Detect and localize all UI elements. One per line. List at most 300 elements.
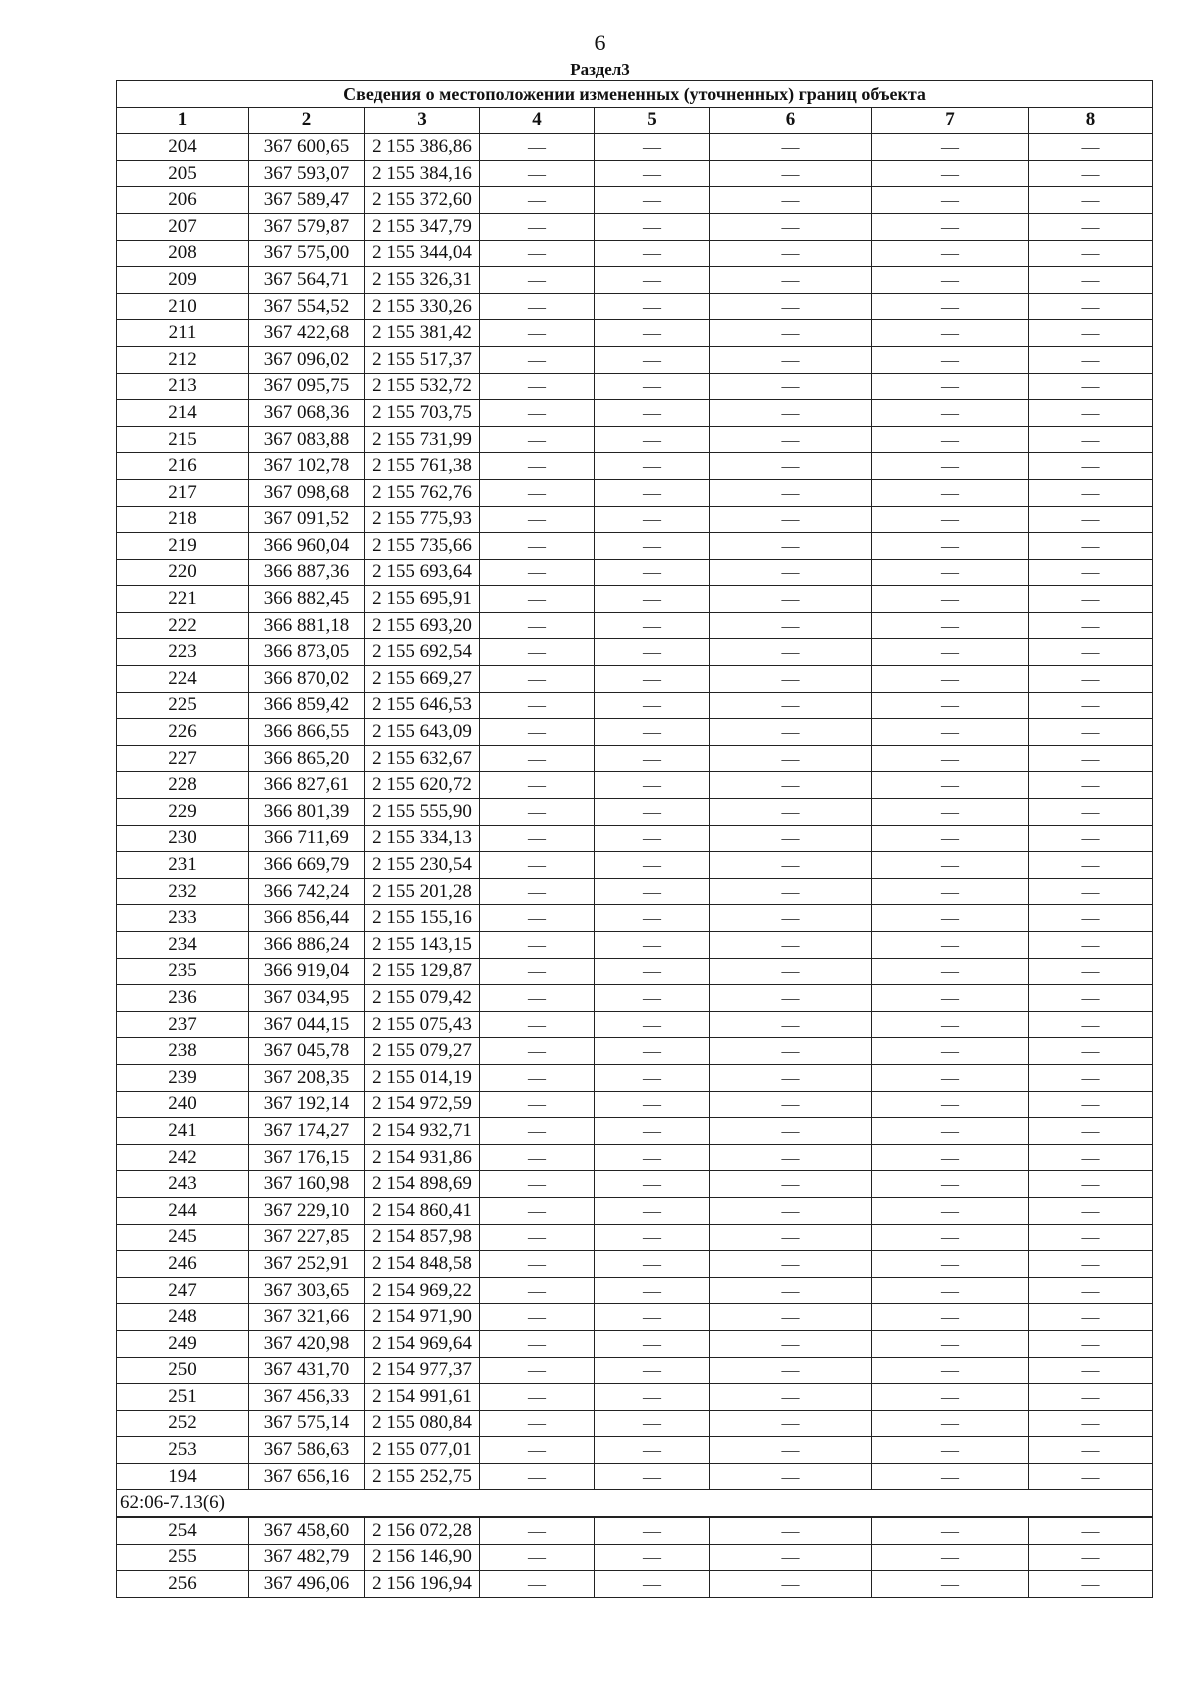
- y-coordinate-cell: 2 155 643,09: [365, 719, 480, 746]
- group-label: 62:06-7.13(6): [117, 1490, 1153, 1517]
- point-number-cell: 250: [117, 1357, 249, 1384]
- empty-cell: —: [1029, 586, 1153, 613]
- y-coordinate-cell: 2 155 080,84: [365, 1410, 480, 1437]
- y-coordinate-cell: 2 155 762,76: [365, 479, 480, 506]
- empty-cell: —: [872, 240, 1029, 267]
- empty-cell: —: [710, 1251, 872, 1278]
- empty-cell: —: [595, 240, 710, 267]
- empty-cell: —: [710, 1410, 872, 1437]
- empty-cell: —: [872, 852, 1029, 879]
- empty-cell: —: [595, 533, 710, 560]
- y-coordinate-cell: 2 155 761,38: [365, 453, 480, 480]
- y-coordinate-cell: 2 155 372,60: [365, 187, 480, 214]
- empty-cell: —: [595, 825, 710, 852]
- empty-cell: —: [872, 878, 1029, 905]
- empty-cell: —: [480, 267, 595, 294]
- table-row: [117, 479, 1153, 506]
- empty-cell: —: [1029, 1091, 1153, 1118]
- empty-cell: —: [872, 320, 1029, 347]
- point-number-cell: 234: [117, 932, 249, 959]
- empty-cell: —: [872, 745, 1029, 772]
- x-coordinate-cell: 367 496,06: [249, 1571, 365, 1598]
- y-coordinate-cell: 2 155 386,86: [365, 134, 480, 161]
- empty-cell: —: [480, 1224, 595, 1251]
- empty-cell: —: [480, 479, 595, 506]
- empty-cell: —: [1029, 639, 1153, 666]
- empty-cell: —: [1029, 1517, 1153, 1544]
- section-label: Раздел3: [570, 60, 630, 79]
- empty-cell: —: [710, 825, 872, 852]
- x-coordinate-cell: 366 801,39: [249, 799, 365, 826]
- empty-cell: —: [872, 426, 1029, 453]
- x-coordinate-cell: 366 919,04: [249, 958, 365, 985]
- empty-cell: —: [595, 320, 710, 347]
- empty-cell: —: [872, 506, 1029, 533]
- empty-cell: —: [710, 1571, 872, 1598]
- empty-cell: —: [480, 1437, 595, 1464]
- x-coordinate-cell: 367 083,88: [249, 426, 365, 453]
- column-header: 8: [1029, 107, 1153, 134]
- empty-cell: —: [1029, 426, 1153, 453]
- empty-cell: —: [480, 692, 595, 719]
- empty-cell: —: [595, 453, 710, 480]
- empty-cell: —: [710, 346, 872, 373]
- x-coordinate-cell: 367 068,36: [249, 400, 365, 427]
- table-row: [117, 985, 1153, 1012]
- y-coordinate-cell: 2 155 326,31: [365, 267, 480, 294]
- empty-cell: —: [480, 878, 595, 905]
- y-coordinate-cell: 2 155 075,43: [365, 1011, 480, 1038]
- empty-cell: —: [872, 692, 1029, 719]
- y-coordinate-cell: 2 155 077,01: [365, 1437, 480, 1464]
- point-number-cell: 252: [117, 1410, 249, 1437]
- column-header: 2: [249, 107, 365, 134]
- empty-cell: —: [1029, 559, 1153, 586]
- empty-cell: —: [480, 346, 595, 373]
- empty-cell: —: [1029, 1304, 1153, 1331]
- empty-cell: —: [710, 506, 872, 533]
- point-number-cell: 222: [117, 612, 249, 639]
- y-coordinate-cell: 2 155 381,42: [365, 320, 480, 347]
- empty-cell: —: [872, 666, 1029, 693]
- point-number-cell: 210: [117, 293, 249, 320]
- empty-cell: —: [872, 932, 1029, 959]
- table-row: [117, 1437, 1153, 1464]
- empty-cell: —: [595, 852, 710, 879]
- empty-cell: —: [595, 346, 710, 373]
- empty-cell: —: [1029, 932, 1153, 959]
- x-coordinate-cell: 366 865,20: [249, 745, 365, 772]
- empty-cell: —: [1029, 506, 1153, 533]
- point-number-cell: 213: [117, 373, 249, 400]
- empty-cell: —: [1029, 267, 1153, 294]
- empty-cell: —: [710, 905, 872, 932]
- page-number: 6: [594, 30, 606, 55]
- x-coordinate-cell: 367 095,75: [249, 373, 365, 400]
- y-coordinate-cell: 2 154 848,58: [365, 1251, 480, 1278]
- empty-cell: —: [1029, 1277, 1153, 1304]
- column-header-row: [117, 107, 1153, 134]
- y-coordinate-cell: 2 155 334,13: [365, 825, 480, 852]
- empty-cell: —: [480, 825, 595, 852]
- empty-cell: —: [1029, 825, 1153, 852]
- point-number-cell: 251: [117, 1384, 249, 1411]
- empty-cell: —: [1029, 1357, 1153, 1384]
- empty-cell: —: [595, 1118, 710, 1145]
- empty-cell: —: [872, 1357, 1029, 1384]
- empty-cell: —: [872, 1197, 1029, 1224]
- table-row: [117, 373, 1153, 400]
- empty-cell: —: [710, 1330, 872, 1357]
- empty-cell: —: [710, 1304, 872, 1331]
- table-row: [117, 692, 1153, 719]
- point-number-cell: 204: [117, 134, 249, 161]
- empty-cell: —: [1029, 400, 1153, 427]
- empty-cell: —: [480, 1011, 595, 1038]
- empty-cell: —: [872, 267, 1029, 294]
- x-coordinate-cell: 367 174,27: [249, 1118, 365, 1145]
- y-coordinate-cell: 2 156 072,28: [365, 1517, 480, 1544]
- empty-cell: —: [480, 1171, 595, 1198]
- empty-cell: —: [595, 1038, 710, 1065]
- table-row: [117, 1011, 1153, 1038]
- empty-cell: —: [595, 160, 710, 187]
- empty-cell: —: [710, 134, 872, 161]
- x-coordinate-cell: 367 034,95: [249, 985, 365, 1012]
- x-coordinate-cell: 367 600,65: [249, 134, 365, 161]
- point-number-cell: 249: [117, 1330, 249, 1357]
- table-row: [117, 1517, 1153, 1544]
- x-coordinate-cell: 367 098,68: [249, 479, 365, 506]
- empty-cell: —: [480, 719, 595, 746]
- empty-cell: —: [480, 932, 595, 959]
- table-row: [117, 134, 1153, 161]
- y-coordinate-cell: 2 154 857,98: [365, 1224, 480, 1251]
- y-coordinate-cell: 2 154 969,22: [365, 1277, 480, 1304]
- empty-cell: —: [480, 852, 595, 879]
- y-coordinate-cell: 2 155 555,90: [365, 799, 480, 826]
- empty-cell: —: [1029, 346, 1153, 373]
- y-coordinate-cell: 2 155 129,87: [365, 958, 480, 985]
- empty-cell: —: [1029, 187, 1153, 214]
- empty-cell: —: [1029, 293, 1153, 320]
- point-number-cell: 208: [117, 240, 249, 267]
- table-row: [117, 1410, 1153, 1437]
- empty-cell: —: [710, 426, 872, 453]
- table-row: [117, 1251, 1153, 1278]
- empty-cell: —: [480, 666, 595, 693]
- empty-cell: —: [480, 1517, 595, 1544]
- empty-cell: —: [595, 612, 710, 639]
- x-coordinate-cell: 367 045,78: [249, 1038, 365, 1065]
- empty-cell: —: [595, 666, 710, 693]
- point-number-cell: 236: [117, 985, 249, 1012]
- empty-cell: —: [1029, 1118, 1153, 1145]
- y-coordinate-cell: 2 155 330,26: [365, 293, 480, 320]
- empty-cell: —: [595, 373, 710, 400]
- y-coordinate-cell: 2 155 079,27: [365, 1038, 480, 1065]
- empty-cell: —: [872, 373, 1029, 400]
- empty-cell: —: [480, 373, 595, 400]
- x-coordinate-cell: 367 096,02: [249, 346, 365, 373]
- y-coordinate-cell: 2 155 646,53: [365, 692, 480, 719]
- point-number-cell: 227: [117, 745, 249, 772]
- empty-cell: —: [710, 958, 872, 985]
- empty-cell: —: [595, 293, 710, 320]
- y-coordinate-cell: 2 154 971,90: [365, 1304, 480, 1331]
- empty-cell: —: [1029, 453, 1153, 480]
- x-coordinate-cell: 367 575,14: [249, 1410, 365, 1437]
- empty-cell: —: [595, 1011, 710, 1038]
- point-number-cell: 209: [117, 267, 249, 294]
- empty-cell: —: [595, 878, 710, 905]
- empty-cell: —: [480, 1330, 595, 1357]
- table-row: [117, 533, 1153, 560]
- empty-cell: —: [480, 1064, 595, 1091]
- empty-cell: —: [710, 1463, 872, 1490]
- table-row: [117, 1571, 1153, 1598]
- x-coordinate-cell: 367 102,78: [249, 453, 365, 480]
- point-number-cell: 247: [117, 1277, 249, 1304]
- table-row: [117, 453, 1153, 480]
- empty-cell: —: [872, 612, 1029, 639]
- empty-cell: —: [710, 479, 872, 506]
- empty-cell: —: [480, 1410, 595, 1437]
- empty-cell: —: [480, 240, 595, 267]
- table-row: [117, 267, 1153, 294]
- empty-cell: —: [1029, 799, 1153, 826]
- empty-cell: —: [595, 1544, 710, 1571]
- x-coordinate-cell: 367 229,10: [249, 1197, 365, 1224]
- empty-cell: —: [595, 187, 710, 214]
- empty-cell: —: [1029, 160, 1153, 187]
- point-number-cell: 224: [117, 666, 249, 693]
- x-coordinate-cell: 366 866,55: [249, 719, 365, 746]
- y-coordinate-cell: 2 155 384,16: [365, 160, 480, 187]
- empty-cell: —: [710, 692, 872, 719]
- empty-cell: —: [480, 426, 595, 453]
- x-coordinate-cell: 367 227,85: [249, 1224, 365, 1251]
- empty-cell: —: [872, 533, 1029, 560]
- y-coordinate-cell: 2 155 669,27: [365, 666, 480, 693]
- empty-cell: —: [872, 1384, 1029, 1411]
- empty-cell: —: [710, 1011, 872, 1038]
- point-number-cell: 216: [117, 453, 249, 480]
- empty-cell: —: [872, 187, 1029, 214]
- empty-cell: —: [480, 320, 595, 347]
- table-row: [117, 852, 1153, 879]
- empty-cell: —: [710, 1091, 872, 1118]
- empty-cell: —: [1029, 1224, 1153, 1251]
- table-row: [117, 799, 1153, 826]
- empty-cell: —: [872, 772, 1029, 799]
- empty-cell: —: [710, 719, 872, 746]
- table-row: [117, 213, 1153, 240]
- column-header: 1: [117, 107, 249, 134]
- y-coordinate-cell: 2 155 620,72: [365, 772, 480, 799]
- x-coordinate-cell: 367 422,68: [249, 320, 365, 347]
- point-number-cell: 243: [117, 1171, 249, 1198]
- empty-cell: —: [480, 985, 595, 1012]
- y-coordinate-cell: 2 155 775,93: [365, 506, 480, 533]
- y-coordinate-cell: 2 155 143,15: [365, 932, 480, 959]
- empty-cell: —: [1029, 1171, 1153, 1198]
- empty-cell: —: [710, 213, 872, 240]
- empty-cell: —: [710, 533, 872, 560]
- empty-cell: —: [1029, 373, 1153, 400]
- y-coordinate-cell: 2 155 344,04: [365, 240, 480, 267]
- empty-cell: —: [480, 639, 595, 666]
- table-row: [117, 400, 1153, 427]
- empty-cell: —: [1029, 852, 1153, 879]
- x-coordinate-cell: 366 881,18: [249, 612, 365, 639]
- point-number-cell: 221: [117, 586, 249, 613]
- empty-cell: —: [480, 1144, 595, 1171]
- empty-cell: —: [1029, 1251, 1153, 1278]
- empty-cell: —: [710, 1544, 872, 1571]
- empty-cell: —: [595, 1357, 710, 1384]
- empty-cell: —: [872, 1091, 1029, 1118]
- table-row: [117, 346, 1153, 373]
- point-number-cell: 240: [117, 1091, 249, 1118]
- empty-cell: —: [1029, 666, 1153, 693]
- empty-cell: —: [710, 745, 872, 772]
- empty-cell: —: [1029, 1144, 1153, 1171]
- empty-cell: —: [480, 1384, 595, 1411]
- empty-cell: —: [595, 932, 710, 959]
- x-coordinate-cell: 366 711,69: [249, 825, 365, 852]
- point-number-cell: 205: [117, 160, 249, 187]
- table-row: [117, 1091, 1153, 1118]
- point-number-cell: 242: [117, 1144, 249, 1171]
- empty-cell: —: [1029, 1463, 1153, 1490]
- empty-cell: —: [872, 1171, 1029, 1198]
- table-row: [117, 1463, 1153, 1490]
- y-coordinate-cell: 2 155 155,16: [365, 905, 480, 932]
- column-header: 4: [480, 107, 595, 134]
- x-coordinate-cell: 367 176,15: [249, 1144, 365, 1171]
- point-number-cell: 206: [117, 187, 249, 214]
- point-number-cell: 256: [117, 1571, 249, 1598]
- point-number-cell: 254: [117, 1517, 249, 1544]
- empty-cell: —: [872, 1437, 1029, 1464]
- empty-cell: —: [710, 772, 872, 799]
- column-header: 6: [710, 107, 872, 134]
- point-number-cell: 207: [117, 213, 249, 240]
- empty-cell: —: [872, 958, 1029, 985]
- y-coordinate-cell: 2 154 931,86: [365, 1144, 480, 1171]
- empty-cell: —: [710, 586, 872, 613]
- empty-cell: —: [710, 1064, 872, 1091]
- empty-cell: —: [480, 1197, 595, 1224]
- empty-cell: —: [595, 772, 710, 799]
- table-row: [117, 187, 1153, 214]
- point-number-cell: 245: [117, 1224, 249, 1251]
- empty-cell: —: [710, 1144, 872, 1171]
- point-number-cell: 238: [117, 1038, 249, 1065]
- table-row: [117, 1144, 1153, 1171]
- point-number-cell: 211: [117, 320, 249, 347]
- empty-cell: —: [595, 506, 710, 533]
- point-number-cell: 246: [117, 1251, 249, 1278]
- empty-cell: —: [480, 533, 595, 560]
- empty-cell: —: [480, 1357, 595, 1384]
- point-number-cell: 223: [117, 639, 249, 666]
- x-coordinate-cell: 366 887,36: [249, 559, 365, 586]
- table-row: [117, 745, 1153, 772]
- empty-cell: —: [710, 666, 872, 693]
- y-coordinate-cell: 2 154 969,64: [365, 1330, 480, 1357]
- point-number-cell: 244: [117, 1197, 249, 1224]
- empty-cell: —: [872, 346, 1029, 373]
- x-coordinate-cell: 366 960,04: [249, 533, 365, 560]
- point-number-cell: 230: [117, 825, 249, 852]
- empty-cell: —: [595, 479, 710, 506]
- empty-cell: —: [480, 905, 595, 932]
- x-coordinate-cell: 366 873,05: [249, 639, 365, 666]
- table-row: [117, 772, 1153, 799]
- x-coordinate-cell: 367 091,52: [249, 506, 365, 533]
- point-number-cell: 228: [117, 772, 249, 799]
- table-row: [117, 559, 1153, 586]
- y-coordinate-cell: 2 155 693,64: [365, 559, 480, 586]
- empty-cell: —: [710, 267, 872, 294]
- empty-cell: —: [710, 293, 872, 320]
- empty-cell: —: [480, 958, 595, 985]
- empty-cell: —: [595, 799, 710, 826]
- y-coordinate-cell: 2 155 252,75: [365, 1463, 480, 1490]
- empty-cell: —: [710, 1197, 872, 1224]
- empty-cell: —: [480, 1118, 595, 1145]
- empty-cell: —: [595, 134, 710, 161]
- column-header: 7: [872, 107, 1029, 134]
- empty-cell: —: [872, 1330, 1029, 1357]
- empty-cell: —: [595, 559, 710, 586]
- point-number-cell: 237: [117, 1011, 249, 1038]
- point-number-cell: 233: [117, 905, 249, 932]
- empty-cell: —: [480, 187, 595, 214]
- empty-cell: —: [710, 1118, 872, 1145]
- empty-cell: —: [595, 1410, 710, 1437]
- table-row: [117, 1357, 1153, 1384]
- y-coordinate-cell: 2 154 898,69: [365, 1171, 480, 1198]
- empty-cell: —: [1029, 1038, 1153, 1065]
- empty-cell: —: [872, 559, 1029, 586]
- empty-cell: —: [480, 1038, 595, 1065]
- point-number-cell: 212: [117, 346, 249, 373]
- x-coordinate-cell: 366 859,42: [249, 692, 365, 719]
- empty-cell: —: [710, 1224, 872, 1251]
- y-coordinate-cell: 2 155 703,75: [365, 400, 480, 427]
- empty-cell: —: [595, 745, 710, 772]
- empty-cell: —: [595, 639, 710, 666]
- empty-cell: —: [480, 1544, 595, 1571]
- y-coordinate-cell: 2 155 201,28: [365, 878, 480, 905]
- x-coordinate-cell: 367 456,33: [249, 1384, 365, 1411]
- point-number-cell: 241: [117, 1118, 249, 1145]
- empty-cell: —: [1029, 1437, 1153, 1464]
- point-number-cell: 225: [117, 692, 249, 719]
- empty-cell: —: [710, 559, 872, 586]
- empty-cell: —: [872, 1224, 1029, 1251]
- x-coordinate-cell: 366 882,45: [249, 586, 365, 613]
- empty-cell: —: [872, 134, 1029, 161]
- x-coordinate-cell: 366 856,44: [249, 905, 365, 932]
- empty-cell: —: [710, 1384, 872, 1411]
- table-row: [117, 1171, 1153, 1198]
- y-coordinate-cell: 2 155 014,19: [365, 1064, 480, 1091]
- empty-cell: —: [1029, 1064, 1153, 1091]
